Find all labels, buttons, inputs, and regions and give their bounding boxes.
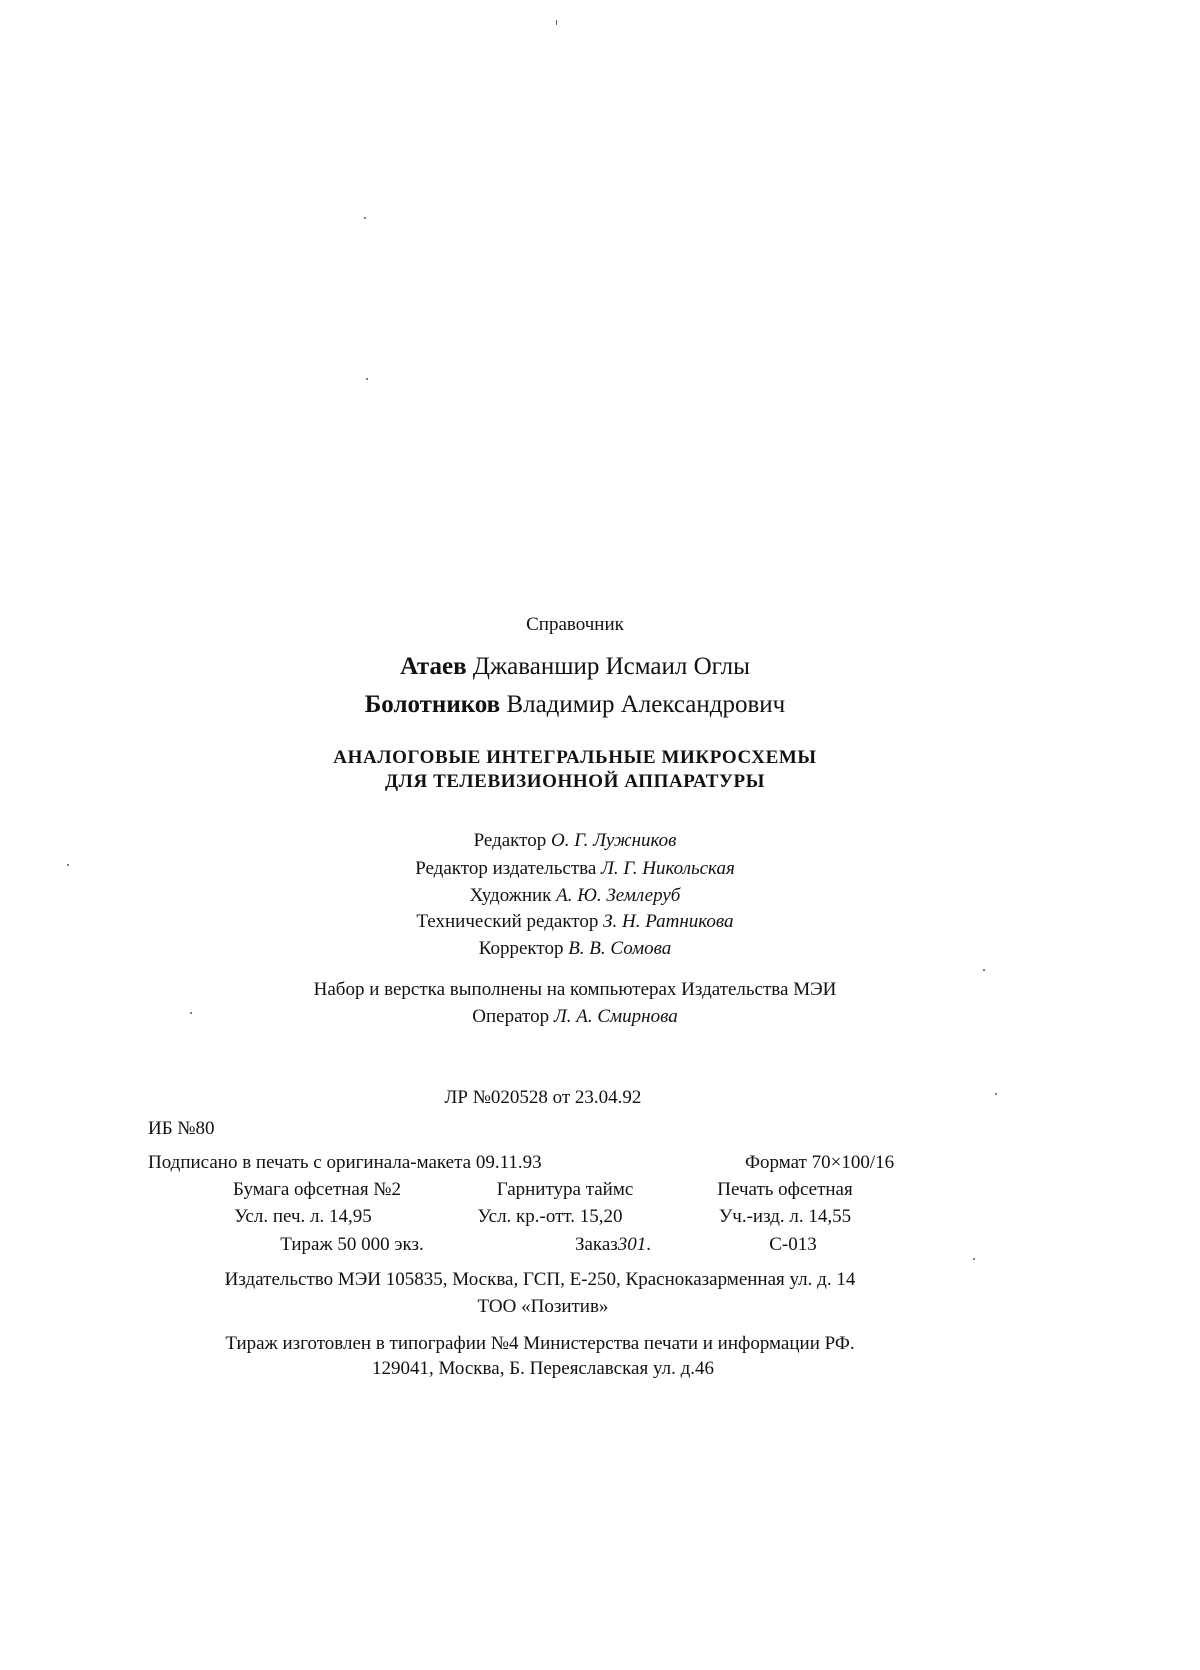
scan-speck xyxy=(366,378,368,380)
author-given-name: Владимир Александрович xyxy=(506,691,786,718)
order-label: Заказ xyxy=(574,1234,618,1255)
credit-line xyxy=(0,857,1150,881)
printer-address: 129041, Москва, Б. Переяславская ул. д.46 xyxy=(371,1358,715,1379)
author-surname: Атаев xyxy=(400,653,467,680)
order-line: Заказ301. xyxy=(574,1234,652,1255)
credit-name: В. В. Сомова xyxy=(568,938,672,959)
author-line xyxy=(0,652,1150,682)
credit-line xyxy=(0,884,1150,908)
format-line: Формат 70×100/16 xyxy=(745,1152,895,1173)
credit-role: Художник xyxy=(469,885,552,906)
color-prints-line: Усл. кр.-отт. 15,20 xyxy=(477,1206,623,1227)
code-line: С-013 xyxy=(769,1234,817,1255)
publisher-company: ТОО «Позитив» xyxy=(477,1296,609,1317)
printer-line: Тираж изготовлен в типографии №4 Министерства печати и информации РФ. xyxy=(225,1333,855,1354)
credit-name: О. Г. Лужников xyxy=(550,830,677,851)
credit-role: Редактор издательства xyxy=(415,858,597,879)
scan-speck xyxy=(556,20,557,25)
typeface-line: Гарнитура таймс xyxy=(496,1179,634,1200)
pub-sheets-line: Уч.-изд. л. 14,55 xyxy=(718,1206,852,1227)
order-number: 301 xyxy=(617,1234,647,1255)
credit-name: З. Н. Ратникова xyxy=(603,911,734,932)
book-title-line: ДЛЯ ТЕЛЕВИЗИОННОЙ АППАРАТУРЫ xyxy=(385,771,765,792)
author-given-name: Джаваншир Исмаил Оглы xyxy=(472,653,750,680)
signed-line: Подписано в печать с оригинала-макета 09.11.93 xyxy=(148,1152,542,1173)
operator-role: Оператор xyxy=(472,1006,550,1027)
paper-line: Бумага офсетная №2 xyxy=(233,1179,401,1200)
credit-line xyxy=(0,937,1150,961)
typesetting-note: Набор и верстка выполнены на компьютерах Издательства МЭИ xyxy=(313,979,837,1000)
author-line xyxy=(0,690,1150,720)
credit-role: Корректор xyxy=(478,938,564,959)
credit-line xyxy=(0,829,1150,853)
scan-speck xyxy=(364,217,366,219)
license-line: ЛР №020528 от 23.04.92 xyxy=(444,1087,642,1108)
credit-name: Л. Г. Никольская xyxy=(601,858,735,879)
print-run-line: Тираж 50 000 экз. xyxy=(280,1234,424,1255)
ib-number: ИБ №80 xyxy=(148,1118,215,1139)
scan-speck xyxy=(983,969,985,971)
operator-name: Л. А. Смирнова xyxy=(553,1006,678,1027)
book-title-line: АНАЛОГОВЫЕ ИНТЕГРАЛЬНЫЕ МИКРОСХЕМЫ xyxy=(333,747,817,768)
author-surname: Болотников xyxy=(364,691,501,718)
credit-name: А. Ю. Землеруб xyxy=(556,885,681,906)
genre-label: Справочник xyxy=(526,614,624,635)
credit-line xyxy=(0,910,1150,934)
scan-speck xyxy=(973,1258,975,1260)
publisher-address: Издательство МЭИ 105835, Москва, ГСП, Е-250, Красноказарменная ул. д. 14 xyxy=(224,1269,856,1290)
credit-role: Редактор xyxy=(473,830,547,851)
operator-line xyxy=(0,1005,1150,1029)
print-sheets-line: Усл. печ. л. 14,95 xyxy=(234,1206,372,1227)
printing-line: Печать офсетная xyxy=(717,1179,853,1200)
credit-role: Технический редактор xyxy=(416,911,599,932)
